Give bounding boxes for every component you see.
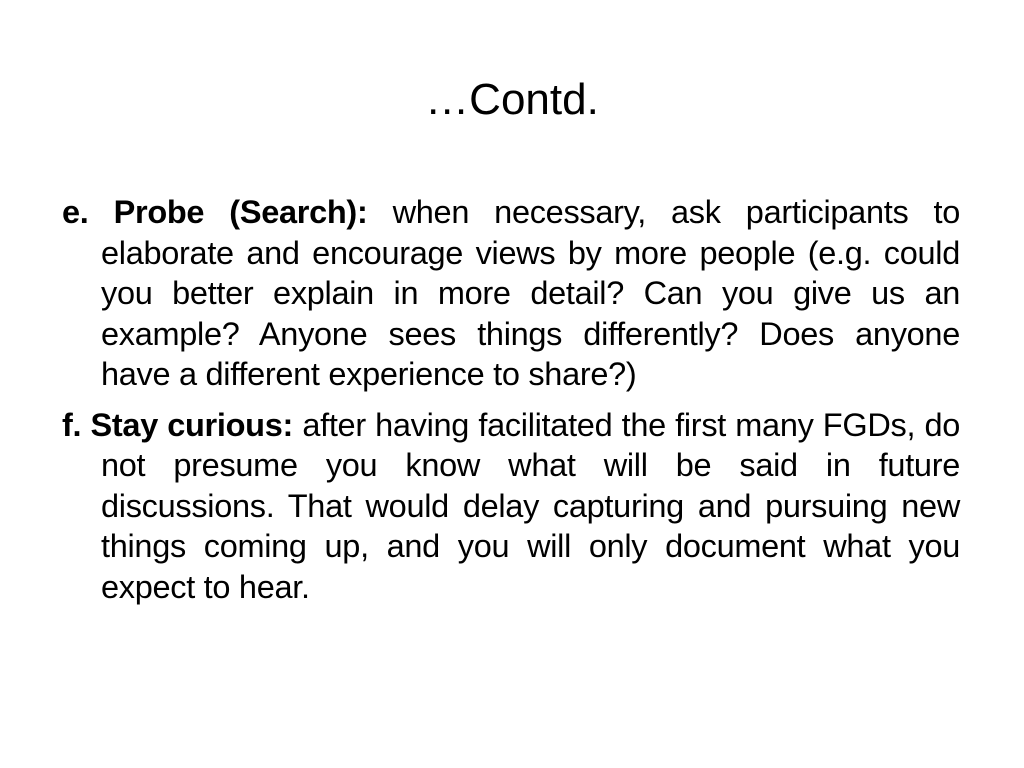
list-item-stay-curious bbox=[62, 405, 960, 608]
item-text: when necessary, ask participants to elaborate and encourage views by more people (e.g. could you better explain in more detail? Can you give us an example? Anyone sees things differently? Does anyone have a different experience to share?) bbox=[101, 194, 960, 392]
slide-content bbox=[62, 192, 960, 617]
slide-title: …Contd. bbox=[425, 75, 599, 124]
item-label: f. Stay curious: bbox=[62, 406, 294, 443]
item-label: e. Probe (Search): bbox=[62, 194, 368, 230]
list-item-probe bbox=[62, 192, 960, 395]
item-text: after having facilitated the first many FGDs, do not presume you know what will be said in future discussions. That would delay capturing and pursuing new things coming up, and you will only document what you expect to hear. bbox=[101, 406, 960, 605]
